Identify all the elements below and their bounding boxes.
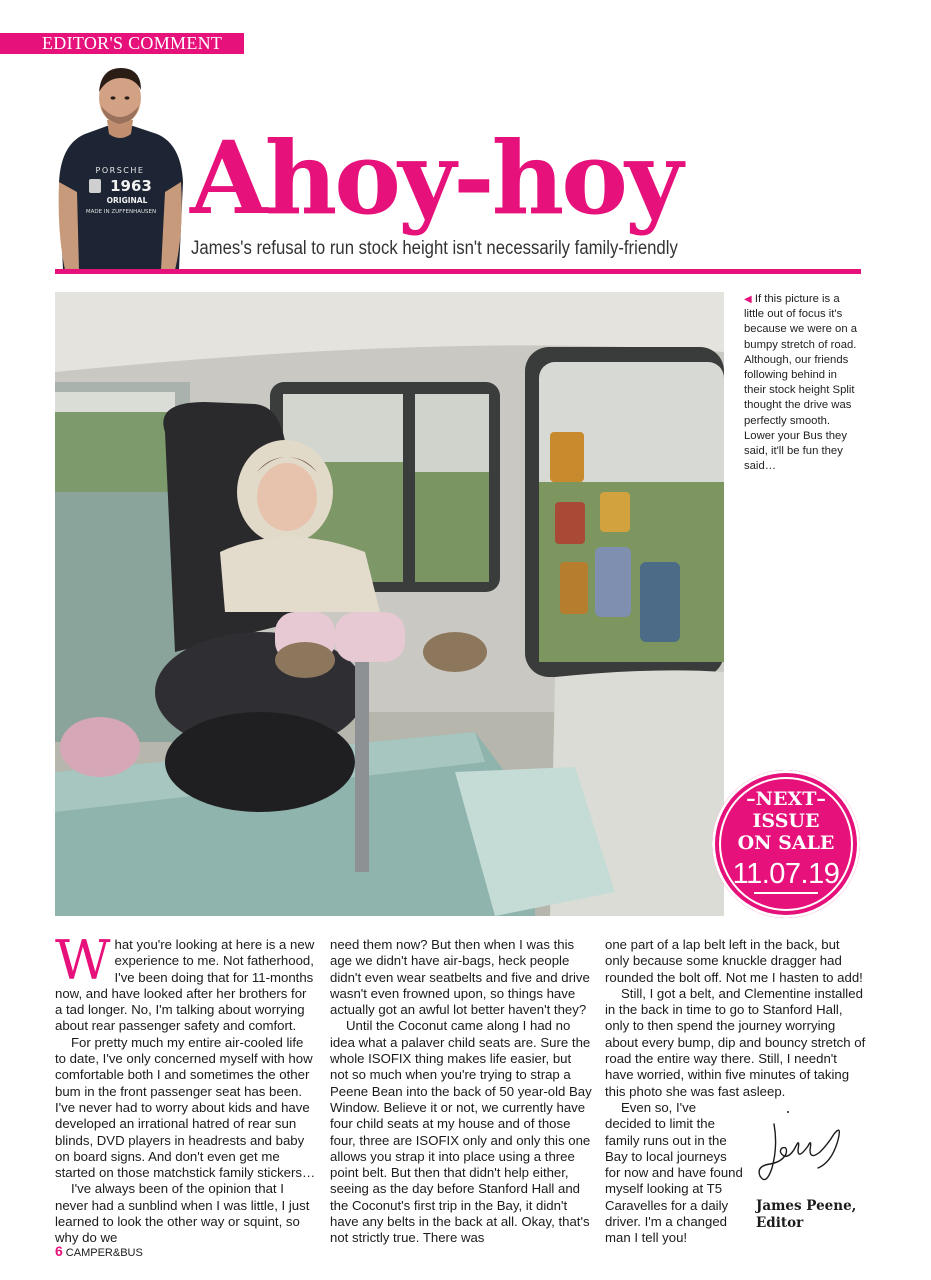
drop-cap: W	[55, 929, 111, 992]
shirt-brand-text: PORSCHE	[95, 166, 145, 175]
article-paragraph: I've always been of the opinion that I never had a sunblind when I was little, I just learned to look the other way or squint, so why do we	[55, 1181, 310, 1246]
editor-signoff	[756, 1198, 856, 1232]
article-column-2	[330, 937, 592, 1247]
editor-role: Editor	[756, 1215, 804, 1231]
photo-caption	[744, 292, 862, 474]
headline-rule	[55, 269, 861, 274]
badge-issue: ISSUE	[752, 810, 820, 832]
article-paragraph: one part of a lap belt left in the back, but only because some knuckle dragger had rounded the bolt off. Not me I hasten to add!	[605, 937, 863, 985]
badge-underline	[754, 892, 818, 894]
section-tag: EDITOR'S COMMENT	[0, 33, 244, 54]
headline: Ahoy-hoy	[190, 119, 681, 237]
editor-signature	[752, 1106, 852, 1196]
caption-pointer-icon: ◀	[744, 294, 752, 305]
editor-name: James Peene,	[756, 1198, 857, 1214]
page-number: 6	[55, 1243, 63, 1259]
shirt-year-text: 1963	[110, 177, 152, 195]
crest-icon	[89, 179, 101, 193]
badge-date: 11.07.19	[732, 858, 840, 890]
badge-on-sale: ON SALE	[737, 832, 835, 854]
magazine-name: CAMPER&BUS	[65, 1247, 143, 1259]
main-photo	[55, 292, 724, 916]
shirt-line-text: MADE IN ZUFFENHAUSEN	[85, 209, 157, 215]
article-paragraph: For pretty much my entire air-cooled life to date, I've only concerned myself with how comfortable both I and sometimes the other bum in the front passenger seat has been. I've never had to worry about kids and have developed an irrational hatred of rear sun blinds, DVD players in headrests and baby on board signs. And don't even get me started on those matchstick family stickers…	[55, 1034, 316, 1181]
badge-next: –NEXT–	[746, 788, 826, 810]
article-paragraph: What you're looking at here is a new experience to me. Not fatherhood, I've been doing that for 11-months now, and have looked after her brothers for a tad longer. No, I'm talking about worrying about rear passenger safety and comfort.	[55, 929, 315, 1034]
article-paragraph: Even so, I've decided to limit the family runs out in the Bay to local journeys for now and have found myself looking at T5 Caravelles for a daily driver. I'm a changed man I tell you!	[605, 1099, 743, 1246]
article-paragraph: Until the Coconut came along I had no idea what a palaver child seats are. Sure the whole ISOFIX thing makes life easier, but not so much when you're trying to strap a Peene Bean into the back of 50 year-old Bay Window. Believe it or not, we currently have four child seats at my house and of those four, three are ISOFIX only and only this one allows you strap it into place using a three point belt. But then that didn't help either, seeing as the day before Stanford Hall and the Coconut's first trip in the Bay, it didn't have any belts in the back at all. Okay, that's not strictly true. There was	[330, 1018, 592, 1246]
caption-text: If this picture is a little out of focus it's because we were on a bumpy stretch of road. Although, our friends following behind in their stock height Split thought the drive was perfectly smooth. Lower your Bus they said, it'll be fun they said…	[744, 293, 858, 473]
article-paragraph: need them now? But then when I was this age we didn't have air-bags, heck people didn't even wear seatbelts and five and drive wasn't even frowned upon, so things have actually got an awful lot better haven't they?	[330, 937, 590, 1018]
article-column-1	[55, 929, 317, 1247]
page-folio	[55, 1243, 143, 1259]
article-paragraph: Still, I got a belt, and Clementine installed in the back in time to go to Stanford Hall, only to then spend the journey worrying about every bump, dip and bouncy stretch of road the entire way there. Still, I needn't have worried, within five minutes of taking this photo she was fast asleep.	[605, 985, 866, 1099]
editor-portrait	[55, 62, 185, 270]
standfirst: James's refusal to run stock height isn't necessarily family-friendly	[191, 238, 678, 259]
shirt-word-text: ORIGINAL	[106, 196, 148, 205]
next-issue-badge	[712, 770, 860, 918]
